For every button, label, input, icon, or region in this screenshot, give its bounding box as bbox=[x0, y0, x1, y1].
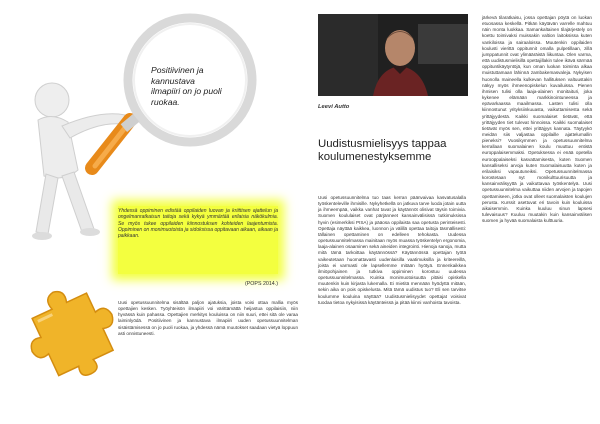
highlight-excerpt: Yhdessä oppiminen edistää oppilaiden luovan ja kriittisen ajattelun ja ongelmanratkaisun taitoja sekä kykyä ymmärtää erilaisia näkökulmia. Se myös tukee oppilaiden kiinnostuksen kohteiden laajentumista. Oppiminen on monimuotoista ja sidoksissa oppitavaan aikaan, aikaan ja paikkaan. bbox=[118, 208, 278, 240]
left-body-text: Uusi opetussuunnitelma sisältää paljon ajatuksia, joista voisi ottaa mallia myös opettajien kesken. Työyhteisön ilmapiiri voi värittämättä heijastua oppilaisiin, niin hyvässä kuin pahassa. Opettajien merkitys kouluissa on niin suuri, ettei sitä ole varaa laiminlyödä. Positiivinen ja kannustava ilmapiiri uuden opetussuunnitelman sisäistämisessä on jo puoli ruokaa, ja yhdessä nämä muutokset saadaan vietyä loppuun asti onnistuneesti. bbox=[118, 300, 298, 336]
figure-leg-right bbox=[62, 172, 94, 232]
right-body-text: järkevä tilaratkaisu, jossa opettajan pöytä on luokan etuosassa keskellä. Pitkän käytävän varrelle mahtuu näin monta luokkaa. Samankaltainen tilajärjestely on koettu toimivaksi muissakin valtion laitoksissa kuten vankiloissa ja sairaaloissa. Muutenkin oppilaiden koulusti vierittä oppitunnit omalla pulpetillaan, zillä jumppatunnit ovat ylimääräistä liikuntaa. Olen varma, että uudistusmielisillä opettajillakin tulee ikävä särmää oppituntikäytyntöjä, kun oman luokan toiminta alkaa muistuttamaan lähinnä zambakemasvaleja. Nykyisen huonolla maineella kulkevan hallituksen valtuustakin näkyy myös ihmeenopiskelun kuvailuissa. Pienen ihmisen tulisi olla laaja-alainen monitaituri, joka kykenee elämään markkinointuneessa ja epävarkaassa maailmassa. Lasten tulisi olla kiinnostunut yrityksiinkuuasta, vaikuttamisesta sekä yrittäjyydestä. Kaikki suomalaiset tietävät, että yrittäjyyden tiet tulevat hinnoissa. Kaikki suomalaiset tietävät myös sen, ettei yrittäjyys kannata. Täytyykö meidän siis valjastaa oppilaille ajattelumallin pieneksi? Vuosikymmen ja opetussuunnitelma kerrallaan suomalainen koulu muuttuu entistä europpalaisemmaksi. Opetuksessa ei enää opetella eurooppalaiseksi kasvattamisesta, kuten Suomen kansalliseksi arvoja kuten Suomalaisuutta kuten ja erilaisiksi vapautuneiksi. Opetussuunnitelmassa korostetaan nyt monikulttuurisuutta ja kansainvälisyyttä ja vaikuttavaa työskentelyä. Uusi opetussuunnitelma vaikuttaa niiden arvojen ja tapojen opettamiseen, jotka ovat olleet suomalaisten koulujen perusta. Kurssit asettuvat eri tavoin kuin kouluissa aikaisemmin. Kuinka kuuluu sinun lapsesi tulevaisuus? Kuuluu muutakin kuin kansainvälisen suomen ja hyvää suomalaista kulttuuria. bbox=[482, 15, 592, 224]
author-photo bbox=[318, 14, 468, 96]
quote-line: kannustava bbox=[151, 75, 195, 86]
figure-head bbox=[35, 83, 69, 117]
quote-line: Positiivinen ja bbox=[151, 65, 204, 75]
author-name: Leevi Autto bbox=[318, 104, 350, 110]
citation: (POPS 2014.) bbox=[245, 281, 278, 287]
lens-quote bbox=[151, 65, 241, 107]
puzzle-piece-icon bbox=[22, 278, 122, 388]
quote-line: ilmapiiri on jo puoli bbox=[151, 86, 222, 96]
article-headline: Uudistusmielisyys tappaa koulumenestyksemme bbox=[318, 138, 447, 163]
middle-body-text: Uusi opetussuunnitelma tuo taas kerran päänvaivaa kasvatusalalla työskenteleville ihmisille. Nykyhetkellä on jatkuva tarve luoda jotain uutta ja ihmeempää, vaikka vanhat tavat ja käytännöt olisivat täysin toimivia. Suomen koululaiset ovat pärjänneet kansainvälisissä tutkimuksissa hyvin (esimerkiksi PISA) ja pääosa oppilaista saa opetusta perinteisesti. Opettaja näyttää kaikkea, luonnon ja välillä opettaa taitoja täsmällisesti: tällainen opettaminen on edelleen tehokasta. Uudessa opetussuunnitelmassa mainitaan myös muassa työskentelyn ergonomia, laaja-alainen osaaminen sekä aineiden integrointi. Hienoja sanoja, mutta mitä tämä tarkoittaa käytännössä? Käytännössä opettajan työtä vaikeutetaan huomattavasti uudenlaisilla vaatimuksilla ja kriteereillä, joista ei varmasti ole lapsellemme mitään hyötyä. Ennenkaikkea ilmiöpohjainen ja tutkiva oppiminen korostuu uudessa opetussuunnitelmassa. Kuinka monimuotoisuutta pitäisi opiskella muutenkin kuin kirjasta lukemalla. Ei mietitä mennään hyödyttä mitään, sekin aika on pois opiskelusta. Mitä tämä uudistus tuo? Eli sen tarvitse koulumme kouluina näyttää? Uudistusmielisyydet opettajat voisivat tuodaa tietoa nykyisissä käytänteissä ja pitää kiinni vanhoista tavoista. bbox=[318, 195, 466, 305]
quote-line: ruokaa. bbox=[151, 96, 180, 107]
figure-leg-left bbox=[36, 174, 58, 234]
